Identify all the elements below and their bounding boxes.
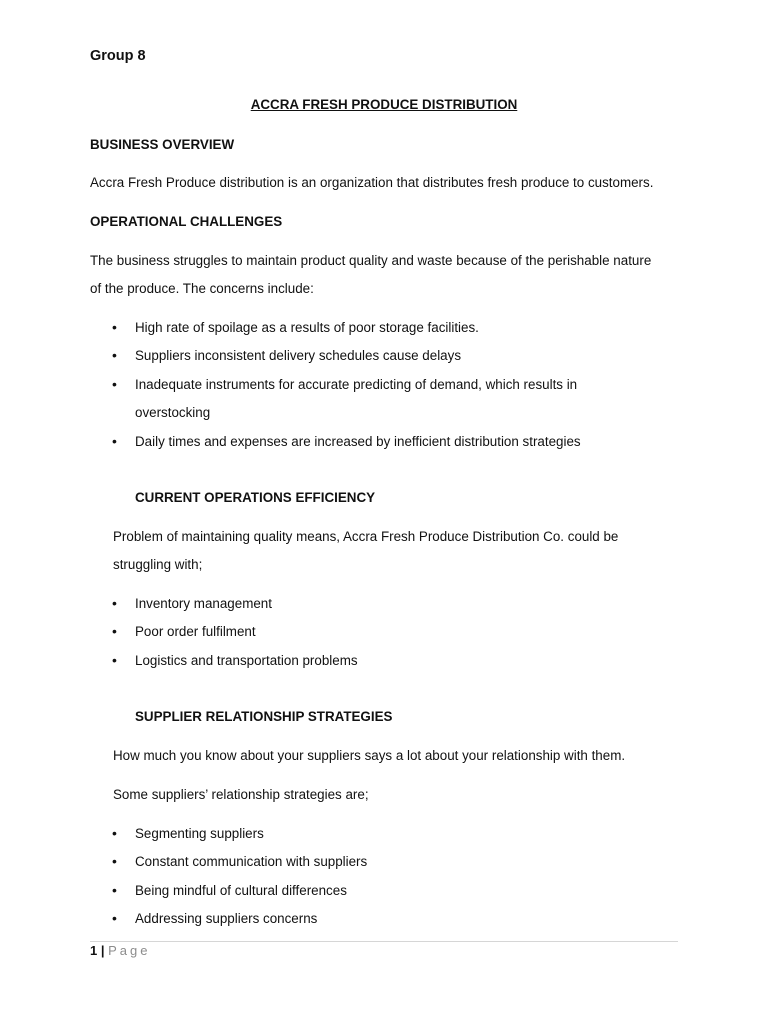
supplier-strategies-paragraph-1: How much you know about your suppliers says a lot about your relationship with them. (113, 748, 626, 763)
current-operations-paragraph-line-2: struggling with; (113, 557, 203, 572)
challenge-item: High rate of spoilage as a results of poor storage facilities. (135, 320, 479, 335)
challenge-item: Daily times and expenses are increased by inefficient distribution strategies (135, 434, 581, 449)
bullet-icon: • (112, 319, 117, 335)
bullet-icon: • (112, 595, 117, 611)
strategy-item: Segmenting suppliers (135, 826, 264, 841)
bullet-icon: • (112, 853, 117, 869)
footer-divider (90, 941, 678, 942)
business-overview-heading: BUSINESS OVERVIEW (90, 137, 235, 152)
business-overview-text: Accra Fresh Produce distribution is an organization that distributes fresh produce to customers. (90, 175, 654, 190)
strategy-item: Being mindful of cultural differences (135, 883, 347, 898)
strategy-item: Addressing suppliers concerns (135, 911, 318, 926)
document-title: ACCRA FRESH PRODUCE DISTRIBUTION (250, 97, 518, 112)
operational-challenges-paragraph-line-1: The business struggles to maintain product quality and waste because of the perishable nature (90, 253, 652, 268)
page-number: 1 (90, 943, 98, 958)
operational-challenges-paragraph-line-2: of the produce. The concerns include: (90, 281, 314, 296)
bullet-icon: • (112, 623, 117, 639)
strategy-item: Constant communication with suppliers (135, 854, 368, 869)
supplier-strategies-paragraph-2: Some suppliers’ relationship strategies are; (113, 787, 369, 802)
page-footer (90, 943, 151, 959)
challenge-item: Inadequate instruments for accurate predicting of demand, which results in (135, 377, 578, 392)
group-label: Group 8 (90, 48, 146, 64)
bullet-icon: • (112, 652, 117, 668)
current-operations-paragraph-line-1: Problem of maintaining quality means, Accra Fresh Produce Distribution Co. could be (113, 529, 619, 544)
bullet-icon: • (112, 825, 117, 841)
bullet-icon: • (112, 347, 117, 363)
challenge-item-continuation: overstocking (135, 405, 211, 420)
footer-separator: | (100, 943, 105, 958)
operational-challenges-heading: OPERATIONAL CHALLENGES (90, 214, 283, 229)
bullet-icon: • (112, 376, 117, 392)
operations-item: Logistics and transportation problems (135, 653, 358, 668)
current-operations-heading: CURRENT OPERATIONS EFFICIENCY (135, 490, 376, 505)
challenge-item: Suppliers inconsistent delivery schedules cause delays (135, 348, 462, 363)
operations-item: Inventory management (135, 596, 272, 611)
bullet-icon: • (112, 433, 117, 449)
operations-item: Poor order fulfilment (135, 624, 256, 639)
page-label: Page (108, 943, 151, 958)
supplier-strategies-heading: SUPPLIER RELATIONSHIP STRATEGIES (135, 709, 393, 724)
bullet-icon: • (112, 910, 117, 926)
bullet-icon: • (112, 882, 117, 898)
